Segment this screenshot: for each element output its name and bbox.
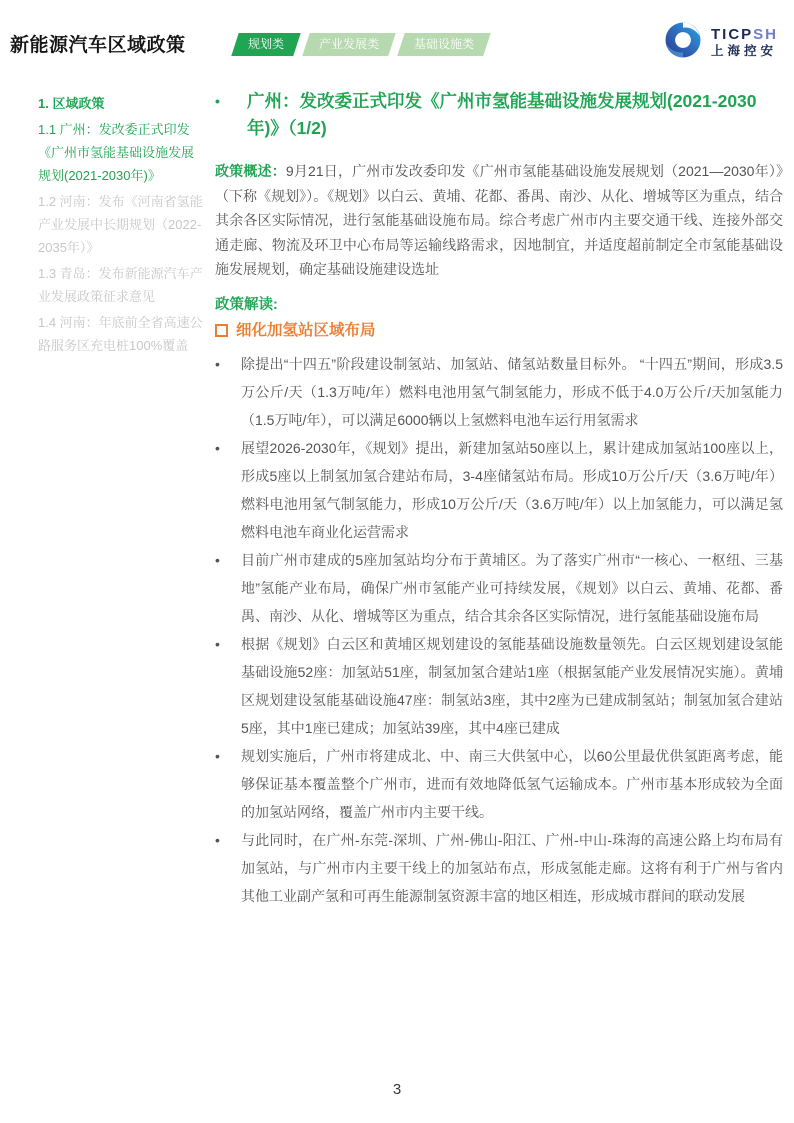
list-item-text: 目前广州市建成的5座加氢站均分布于黄埔区。为了落实广州市“一核心、一枢纽、三基地”氢能产业布局，确保广州市氢能产业可持续发展，《规划》以白云、黄埔、花都、番禺、南沙、从化、增城等区为重点，结合其余各区实际情况，进行氢能基础设施布局: [241, 551, 783, 624]
list-item: [215, 434, 783, 546]
logo-subtitle: 上海控安: [710, 44, 777, 58]
sidebar-item-guangzhou-hydrogen-plan[interactable]: 1.1 广州：发改委正式印发《广州市氢能基础设施发展规划(2021-2030年)》: [38, 122, 195, 183]
sidebar-item-henan-hydrogen-plan[interactable]: 1.2 河南：发布《河南省氢能产业发展中长期规划（2022-2035年）》: [38, 194, 203, 255]
list-item: [215, 350, 783, 434]
category-tabs: [235, 33, 487, 56]
page-number: 3: [392, 1081, 402, 1098]
section-heading: [215, 320, 783, 342]
policy-interpretation-label: 政策解读:: [215, 296, 278, 313]
policy-overview-text: 9月21日，广州市发改委印发《广州市氢能基础设施发展规划（2021—2030年）》（下称《规划》）。《规划》以白云、黄埔、花都、番禺、南沙、从化、增城等区为重点，结合其余各区实际情况，进行氢能基础设施布局。综合考虑广州市内主要交通干线、连接外部交通走廊、物流及环卫中心布局等运输线路需求，因地制宜，并适度超前制定全市氢能基础设施发展规划，确定基础设施建设选址: [215, 163, 783, 277]
bullet-list: [215, 350, 783, 910]
logo-text: [711, 26, 778, 59]
policy-overview-label: 政策概述：: [215, 163, 286, 179]
sidebar-item-henan-charging-piles[interactable]: 1.4 河南：年底前全省高速公路服务区充电桩100%覆盖: [38, 315, 203, 353]
bullet-icon: •: [215, 831, 220, 848]
sidebar-section-regional-policy: 1. 区域政策: [38, 96, 105, 111]
tab-infrastructure[interactable]: [397, 33, 490, 56]
sidebar-item-qingdao-nev-policy[interactable]: 1.3 青岛：发布新能源汽车产业发展政策征求意见: [38, 266, 203, 304]
logo-brand: TICPSH: [710, 26, 778, 43]
bullet-icon: •: [215, 439, 220, 456]
tab-planning-label: 规划类: [248, 37, 285, 51]
bullet-icon: •: [215, 747, 220, 764]
list-item: [215, 630, 783, 742]
list-item: [215, 546, 783, 630]
list-item-text: 根据《规划》白云区和黄埔区规划建设的氢能基础设施数量领先。白云区规划建设氢能基础设施52座：加氢站51座，制氢加氢合建站1座（根据氢能产业发展情况实施）。黄埔区规划建设氢能基础设施47座：制氢站3座，其中2座为已建成制氢站；制氢加氢合建站5座，其中1座已建成；加氢站39座，其中4座已建成: [241, 635, 783, 736]
tab-infrastructure-label: 基础设施类: [414, 37, 475, 51]
list-item-text: 规划实施后，广州市将建成北、中、南三大供氢中心，以60公里最优供氢距离考虑，能够保证基本覆盖整个广州市，进而有效地降低氢气运输成本。广州市基本形成较为全面的加氢站网络，覆盖广州市内主要干线。: [241, 747, 783, 820]
main-content: [215, 88, 783, 910]
list-item-text: 展望2026-2030年，《规划》提出，新建加氢站50座以上，累计建成加氢站100座以上，形成5座以上制氢加氢合建站布局，3-4座储氢站布局。形成10万公斤/天（3.6万吨/年）燃料电池用氢气制氢能力，形成10万公斤/天（3.6万吨/年）以上加氢能力，可以满足氢燃料电池车商业化运营需求: [241, 439, 783, 540]
list-item: [215, 742, 783, 826]
bullet-icon: •: [215, 551, 220, 568]
list-item-text: 除提出“十四五”阶段建设制氢站、加氢站、储氢站数量目标外。 “十四五”期间，形成3.5万公斤/天（1.3万吨/年）燃料电池用氢气制氢能力，形成不低于4.0万公斤/天加氢能力（1.5万吨/年），可以满足6000辆以上氢燃料电池车运行用氢需求: [241, 355, 783, 428]
list-item: [215, 826, 783, 910]
tab-industry-development-label: 产业发展类: [319, 37, 380, 51]
article-title: [215, 88, 783, 142]
square-bullet-icon: [215, 324, 228, 337]
bullet-icon: •: [215, 355, 220, 372]
section-heading-text: 细化加氢站区域布局: [236, 321, 376, 339]
tab-industry-development[interactable]: [302, 33, 395, 56]
tab-planning[interactable]: [231, 33, 300, 56]
toc-sidebar: [38, 92, 206, 360]
article-title-text: 广州：发改委正式印发《广州市氢能基础设施发展规划(2021-2030年)》（1/2): [247, 91, 757, 138]
title-bullet-icon: •: [215, 93, 220, 109]
bullet-icon: •: [215, 635, 220, 652]
list-item-text: 与此同时，在广州-东莞-深圳、广州-佛山-阳江、广州-中山-珠海的高速公路上均布局有加氢站，与广州市内主要干线上的加氢站布点，形成氢能走廊。这将有利于广州与省内其他工业副产氢和可再生能源制氢资源丰富的地区相连，形成城市群间的联动发展: [241, 831, 783, 904]
company-logo: [662, 19, 778, 66]
policy-overview-paragraph: [215, 159, 783, 282]
logo-brand-accent: SH: [753, 26, 778, 43]
page-title: 新能源汽车区域政策: [10, 35, 186, 56]
swirl-logo-icon: [662, 19, 704, 66]
